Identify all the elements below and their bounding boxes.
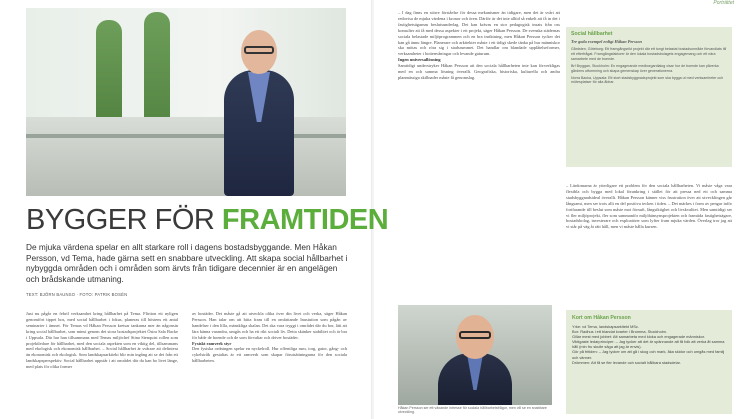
fact-line: Gör på fritiden: – Jag tycker om att gå i skog och mark, åka skidor och umgås med familj och vänner. bbox=[572, 349, 725, 360]
fact-line: Yrke: vd Tema, landskapsarkitekt MSc. bbox=[572, 324, 639, 329]
section-runner: Porträttet bbox=[713, 0, 734, 6]
right-column-1 bbox=[398, 10, 560, 81]
body-column-2-text: av bostäder. Det måste gå att utveckla olika över din livet och verka, säger Håkan Persson. Han talar om att bitta fram till en omfattande Inustution som pågån av handelser i den lilla, mänskliga skalan. Det ska vara tryggt i området där du bor, lätt att lära känna varandra, umgås och ha ett rikt socialt liv. Detta skänker stabilitet och är bra för både de boende och de som förvaltar och driver bostäder. bbox=[192, 311, 347, 340]
fact-line: Gillar mest med jobbet: Att samarbeta med kloka och engagerade människor. bbox=[572, 334, 705, 340]
body-column-2 bbox=[192, 311, 347, 364]
photo-floor bbox=[26, 117, 346, 196]
fact-box bbox=[566, 310, 732, 414]
photo-railing bbox=[26, 134, 346, 138]
article-lead: De mjuka värdena spelar en allt starkare roll i dagens bostadsbyggande. Men Håkan Persson, vd Tema, hade gärna sett en snabbare utveckling. Att skapa social hållbarhet i nybyggda områden och i områden som ärvts från tidigare decennier är en angelägen och brådskande utmaning. bbox=[26, 242, 348, 284]
body-subhead: Fysiskt ramverk styr bbox=[192, 340, 232, 346]
body-column-1: Just nu pågår en febril verksamhet kring hållbarhet på Tema. Flirtton ett nyligen genomfört tippet hos, med social hållbarhet i fokus, planeras till höstens ett antal seminarier i ämnet. För Temas vd Håkan Persson kretsar tankarna mer än någonsin kring social hållbarhet, som minst genom det stora bostadsprojektet Östra Sala Backe i Uppsala. Där har han tillsammans med Temas miljöchef Stina Stenquist rollen som projektledare för hållbarhet, med den sociala aspekten som en viktig del, tillsammans med ekologisk och ekonomisk hållbarhet. – Social hållbarhet är svårare att definiera än ekonomisk och ekologisk. Som landskapsarkitekt blir min ingång att se det från ett landskapsperspektiv. Social hållbarhet uppstår i att området där du kan bo livet länge, med plats för olika former bbox=[26, 311, 178, 370]
right-column-2: – Lärdomarna är ytterligare ett problem för den sociala hållbarheten. Vi måste våga vara flexibla och bygga med lokal förankring i stället för att pressa ned ett och samma stadsbyggnadsideal överallt. Håkan Persson känner viss frustration över att utvecklingen går långsamt, men ser trots allt en del positiva tecken i tiden. – Det märkes i form av pengar inför fortfarande till beslut som måste mot förnuft, långsiktighet och livskvalitet. Men samtidigt ser vi fler miljöprojekt, fler som sammanför miljöhänsynsprojekten och framtida fastighetsägare, bostadsbolag, investerare och exploatörer som lyfter fram mjuka värden. Överlag tror jag att vi står på väg åt rätt håll, men vi måste hålla kursen. bbox=[566, 183, 732, 230]
sidebar-box-social bbox=[566, 27, 732, 167]
right-column-1-text: – I dag finns en större förståelse för dessa mekanismer än tidigare, men det är svårt att redovisa de mjuka värdena i kronor och ören. Därför är det inte alltid så enkelt att få in det i fastighetsägarnas beslutsunderlag. Det kan krävas en stor pedagogisk insats från oss konsulter att få med dessa aspekter i ett projekt, säger Håkan Persson. De svenska städernas sociala belastade miljöprogrammen och en bra inriktning, men Håkan Persson tycker det kan gå ännu längre. Planerare och arkitekter måste i ett tidigt skede tänka på hur människor ska mötas och röra sig i stadsrummet. Det handlar om blandade upplåtelseformer, verksamheter i bottenvåningar och levande gaturum. bbox=[398, 10, 560, 57]
sidebar-box-paragraph: Norra Backa, Uppsala: Ett stort stadsbyggnadsprojekt som ska bygga ut med verksamheter och mötesplatser för alla åldrar. bbox=[571, 75, 724, 85]
fact-line: Viktigaste ledarprinciper: – Jag tycker att det är spännande att få folk att verka åt samma håll (min fru skulle säga att jag är envis). bbox=[572, 339, 725, 350]
body-column-2-tail: Den fysiska ordningen spelar en nyckelroll. Hur offentliga rum, torg, gator, gång- och cykelstråk gestaltas är ett ramverk som skapar förutsättningarna för den sociala hållbarheten. bbox=[192, 346, 347, 364]
portrait-caption: Håkan Persson ser ett växande intresse för sociala hållbarhetsfrågor, men vill se en snabbare utveckling. bbox=[398, 406, 547, 415]
right-column-1-tail: Samtidigt understryker Håkan Persson att den sociala hållbarheten inte kan förverkligas med en och samma lösning överallt. Geografiska, historiska, kulturella och andra planmässiga skillnader måste få genomslag. bbox=[398, 63, 560, 80]
portrait-glasses bbox=[459, 331, 491, 339]
sidebar-box-paragraph: Brf Bryggan, Stockholm: En engagerande medborgardialog visar hur de boende kan påverka gårdens utformning och skapa gemenskap över generationerna. bbox=[571, 63, 719, 73]
right-subhead: Ingen universallösning bbox=[398, 57, 441, 63]
portrait-photo bbox=[398, 305, 552, 405]
photo-person-glasses bbox=[244, 46, 274, 54]
photo-wall bbox=[26, 8, 346, 117]
fact-box-title: Kort om Håkan Persson bbox=[572, 315, 631, 321]
fact-line: Drömmen: Att få se fler levande och socialt hållbara stadsdelar. bbox=[572, 359, 681, 365]
sidebar-box-paragraph: Gårdsten, Göteborg: Ett framgångsrikt projekt där ett tungt belastat bostadsområde förvandlats till ett efterfrågat. Framgångsfaktorer är den lokala bostadsbolagets engagemang och ett nära samarbete med de boende. bbox=[571, 47, 727, 61]
headline-part-2: FRAMTIDEN bbox=[221, 204, 389, 236]
fact-line: Bor: Radhus i ett blandat kvarter i Bromma, Stockholm. bbox=[572, 329, 667, 335]
sidebar-box-title: Social hållbarhet bbox=[571, 31, 613, 37]
sidebar-box-subtitle: Tre goda exempel enligt Håkan Persson bbox=[571, 39, 642, 44]
hero-photo bbox=[26, 8, 346, 196]
headline-part-1: BYGGER FÖR bbox=[26, 204, 222, 236]
article-byline: TEXT: BJÖRN BAUNSO · FOTO: PATRIK BOSÉN bbox=[26, 292, 128, 297]
article-headline bbox=[26, 204, 389, 236]
